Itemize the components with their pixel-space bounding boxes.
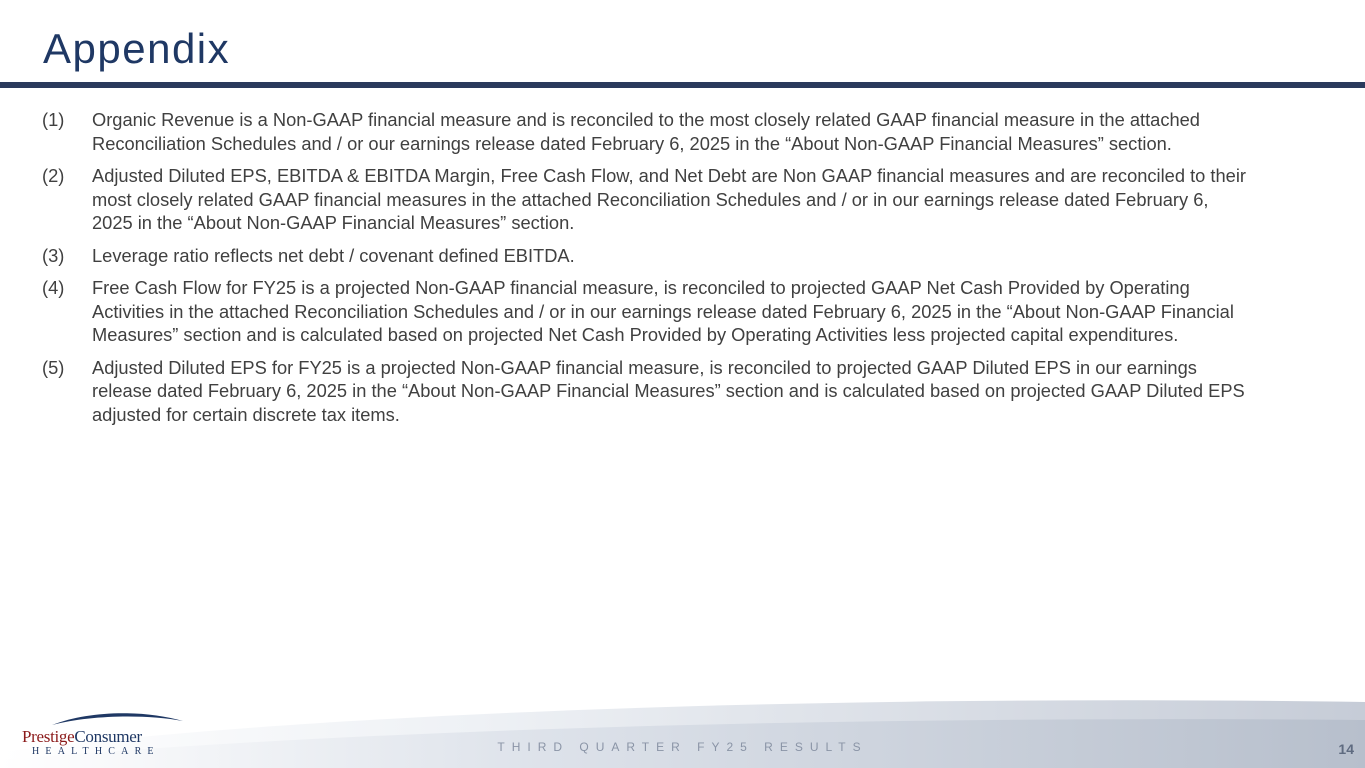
- footnote-number: (2): [42, 165, 65, 186]
- footnote-text: Free Cash Flow for FY25 is a projected Non-GAAP financial measure, is reconciled to projected GAAP Net Cash Provided by Operating Activities in the attached Reconciliation Schedules and / or in our earnings release dated February 6, 2025 in the “About Non-GAAP Financial Measures” section and is calculated based on projected Net Cash Provided by Operating Activities less projected capital expenditures.: [92, 277, 1234, 345]
- footnote-text: Organic Revenue is a Non-GAAP financial measure and is reconciled to the most closely related GAAP financial measure in the attached Reconciliation Schedules and / or our earnings release dated February 6, 2025 in the “About Non-GAAP Financial Measures” section.: [92, 109, 1200, 154]
- footnote-number: (4): [42, 277, 65, 298]
- footnote-item: [42, 276, 1252, 347]
- slide-title: Appendix: [43, 25, 231, 72]
- logo-brand-prestige: Prestige: [22, 727, 75, 746]
- footnote-number: (3): [42, 244, 65, 266]
- footnote-item: [42, 164, 1252, 235]
- footnote-list: [42, 108, 1252, 435]
- footer-tagline: THIRD QUARTER FY25 RESULTS: [497, 740, 868, 754]
- logo-subtitle: HEALTHCARE: [32, 746, 160, 757]
- logo-arc-icon: [50, 712, 185, 726]
- logo-wordmark: [22, 727, 142, 747]
- footnote-text: Adjusted Diluted EPS for FY25 is a projected Non-GAAP financial measure, is reconciled to projected GAAP Diluted EPS in our earnings release dated February 6, 2025 in the “About Non-GAAP Financial Measures” section and is calculated based on projected GAAP Diluted EPS adjusted for certain discrete tax items.: [92, 356, 1245, 425]
- footer-swoosh: [0, 690, 1365, 768]
- company-logo: [20, 712, 170, 762]
- footnote-item: [42, 356, 1252, 427]
- footnote-text: Leverage ratio reflects net debt / covenant defined EBITDA.: [92, 244, 575, 266]
- footnote-item: [42, 108, 1252, 155]
- footnote-number: (5): [42, 356, 65, 378]
- footnote-item: [42, 244, 1252, 268]
- footnote-text: Adjusted Diluted EPS, EBITDA & EBITDA Margin, Free Cash Flow, and Net Debt are Non GAAP financial measures and are reconciled to their most closely related GAAP financial measures in the attached Reconciliation Schedules and / or in our earnings release dated February 6, 2025 in the “About Non-GAAP Financial Measures” section.: [92, 165, 1246, 233]
- footnote-number: (1): [42, 109, 65, 130]
- logo-brand-consumer: Consumer: [74, 727, 142, 746]
- title-divider: [0, 82, 1365, 88]
- page-number: 14: [1338, 741, 1354, 757]
